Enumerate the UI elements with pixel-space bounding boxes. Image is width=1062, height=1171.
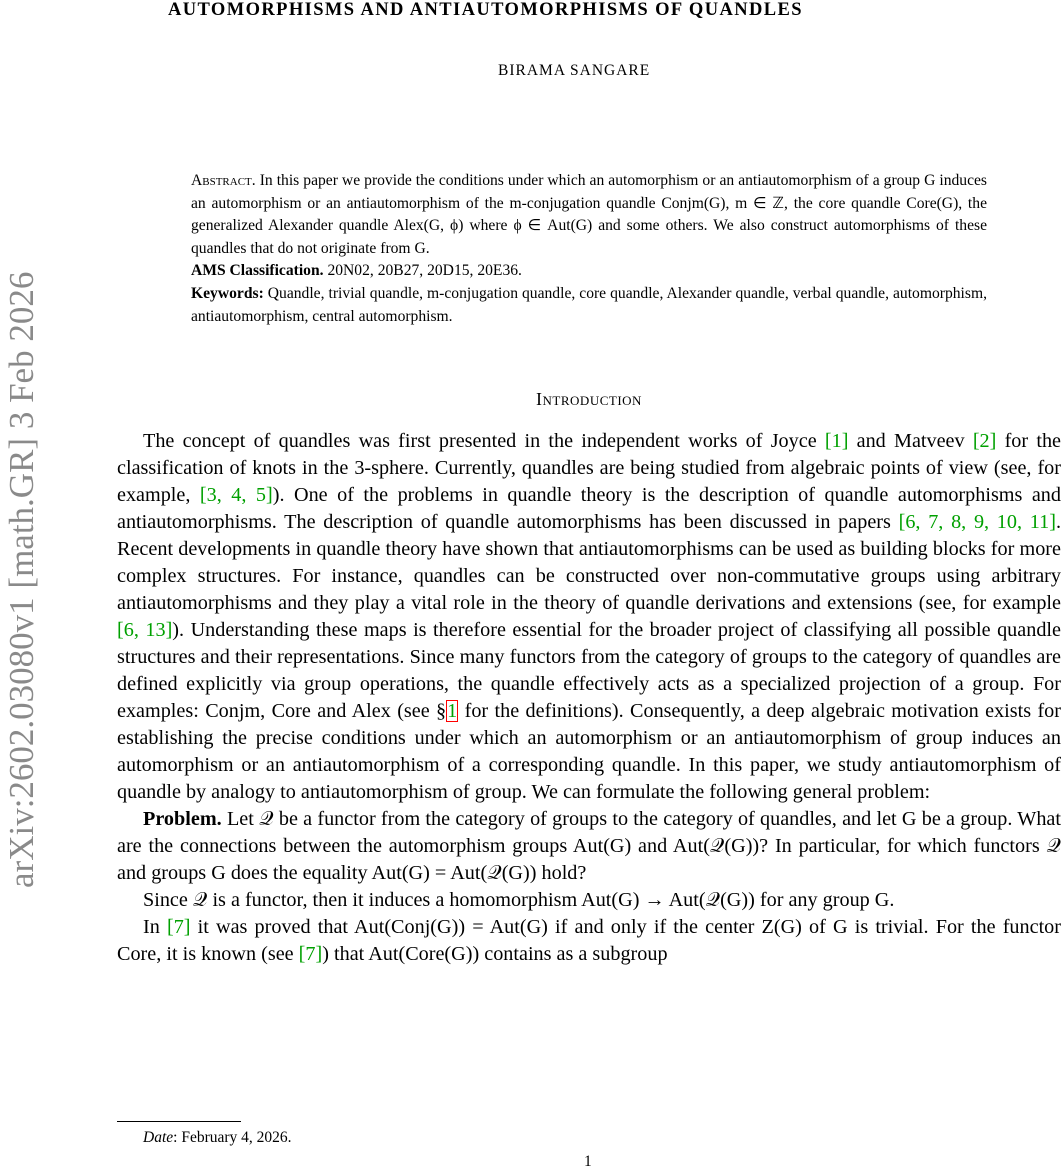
arxiv-identifier-stamp[interactable]: arXiv:2602.03080v1 [math.GR] 3 Feb 2026 — [2, 271, 41, 888]
date-footnote — [143, 1129, 292, 1147]
problem-paragraph — [117, 806, 1061, 887]
problem-text: Let 𝒬 be a functor from the category of groups to the category of quandles, and let G be a group. What are the connections between the automorphism groups Aut(G) and Aut(𝒬(G))? In particular, for which functors 𝒬 and groups G does the equality Aut(G) = Aut(𝒬(G)) hold? — [117, 808, 1062, 884]
text-run: ). Understanding these maps is therefore essential for the broader project of classifying all possible quandle structures and their representations. Since many functors from the category of groups to the category of quandles are defined explicitly via group operations, the quandle effectively acts as a specialized projection of a group. For examples: Conjm, Core and Alex (see § — [117, 619, 1061, 722]
abstract-block — [191, 170, 987, 328]
ams-classification — [191, 260, 987, 283]
footnote-text: : February 4, 2026. — [173, 1129, 292, 1146]
ams-codes: 20N02, 20B27, 20D15, 20E36. — [327, 262, 522, 280]
citation-link[interactable]: [7] — [298, 943, 323, 965]
footnote-label: Date — [143, 1129, 174, 1146]
text-run: and Matveev — [848, 430, 973, 452]
citation-link[interactable]: [7] — [166, 916, 191, 938]
page-number: 1 — [584, 1153, 592, 1170]
keywords-text: Quandle, trivial quandle, m-conjugation quandle, core quandle, Alexander quandle, verbal quandle, automorphism, antiautomorphism, central automorphism. — [191, 284, 987, 325]
paper-title: AUTOMORPHISMS AND ANTIAUTOMORPHISMS OF QUANDLES — [168, 0, 803, 20]
text-run: . Recent developments in quandle theory have shown that antiautomorphisms can be used as building blocks for more complex structures. For instance, quandles can be constructed over non-commutative groups using arbitrary antiautomorphisms and they play a vital role in the theory of quandle derivations and extensions (see, for example — [117, 511, 1061, 614]
text-run: In — [143, 916, 167, 938]
keywords — [191, 283, 987, 328]
text-run: for the classification of knots in the 3-sphere. Currently, quandles are being studied from algebraic points of view (see, for example, — [117, 430, 1061, 506]
citation-link[interactable]: [2] — [972, 430, 997, 452]
text-run: for the definitions). Consequently, a deep algebraic motivation exists for establishing the precise conditions under which an automorphism or an antiautomorphism of group induces an automorphism or an antiautomorphism of a corresponding quandle. In this paper, we study antiautomorphism of quandle by analogy to antiautomorphism of group. We can formulate the following general problem: — [117, 700, 1062, 803]
paper-author: BIRAMA SANGARE — [498, 62, 651, 79]
abstract-paragraph — [191, 170, 987, 260]
abstract-text: In this paper we provide the conditions under which an automorphism or an antiautomorphism of a group G induces an automorphism or an antiautomorphism of the m-conjugation quandle Conjm(G), m ∈ ℤ, the core quandle Core(G), the generalized Alexander quandle Alex(G, ϕ) where ϕ ∈ Aut(G) and some others. We also construct automorphisms of these quandles that do not originate from G. — [191, 172, 987, 257]
intro-paragraph-3: Since 𝒬 is a functor, then it induces a homomorphism Aut(G) → Aut(𝒬(G)) for any group G. — [143, 889, 895, 911]
text-run: The concept of quandles was first presented in the independent works of Joyce — [143, 430, 825, 452]
introduction-body — [117, 428, 1061, 968]
keywords-label: Keywords: — [191, 284, 264, 302]
text-run: ). One of the problems in quandle theory is the description of quandle automorphisms and antiautomorphisms. The description of quandle automorphisms has been discussed in papers — [117, 484, 1061, 533]
abstract-label: Abstract. — [191, 172, 256, 189]
text-run: it was proved that Aut(Conj(G)) = Aut(G) if and only if the center Z(G) of G is trivial. For the functor Core, it is known (see — [117, 916, 1061, 965]
citation-link[interactable]: [1] — [824, 430, 849, 452]
text-run: ) that Aut(Core(G)) contains as a subgroup — [322, 943, 668, 965]
citation-link[interactable]: [3, 4, 5] — [199, 484, 273, 506]
footnote-divider — [117, 1121, 241, 1122]
intro-paragraph-4 — [117, 914, 1061, 968]
intro-paragraph-1 — [117, 428, 1061, 806]
ams-label: AMS Classification. — [191, 262, 324, 280]
problem-label: Problem. — [143, 808, 222, 830]
section-reference-link[interactable]: 1 — [447, 700, 458, 722]
section-heading-introduction: Introduction — [536, 389, 642, 409]
citation-link[interactable]: [6, 13] — [117, 619, 173, 641]
citation-link[interactable]: [6, 7, 8, 9, 10, 11] — [898, 511, 1056, 533]
